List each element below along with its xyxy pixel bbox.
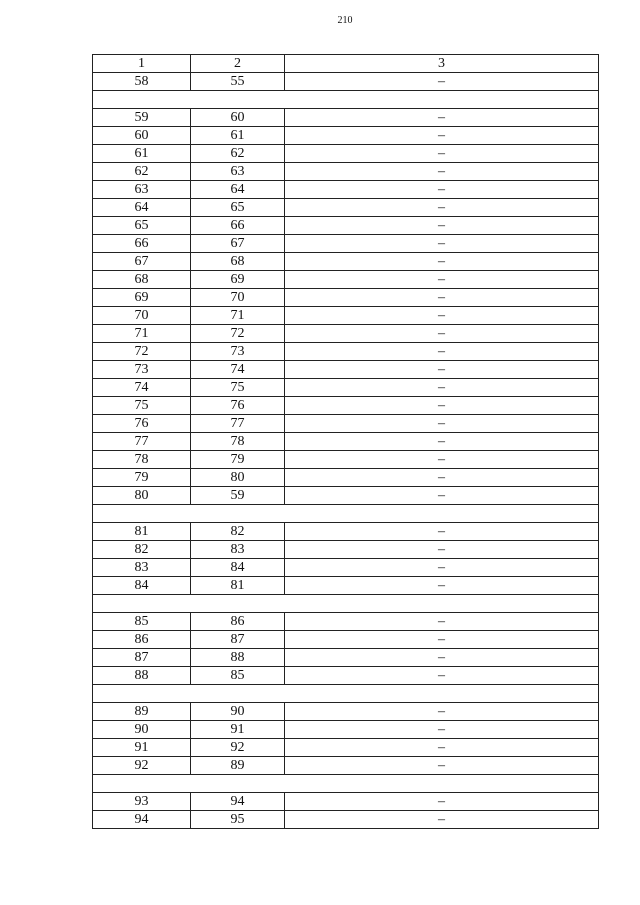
table-cell-col-1: 66 bbox=[93, 235, 191, 253]
table-cell-col-3: – bbox=[285, 199, 599, 217]
table-cell-col-1: 64 bbox=[93, 199, 191, 217]
table-row bbox=[93, 271, 599, 289]
table-cell-col-3: – bbox=[285, 793, 599, 811]
table-cell-col-3: – bbox=[285, 811, 599, 829]
table-cell-col-1: 60 bbox=[93, 127, 191, 145]
table-cell-col-3: – bbox=[285, 379, 599, 397]
table-cell-col-2: 80 bbox=[191, 469, 285, 487]
column-header-2: 2 bbox=[191, 55, 285, 73]
table-cell-col-1: 71 bbox=[93, 325, 191, 343]
table-cell-col-3: – bbox=[285, 163, 599, 181]
table-cell-col-3: – bbox=[285, 361, 599, 379]
table-cell-col-2: 69 bbox=[191, 271, 285, 289]
table-row bbox=[93, 559, 599, 577]
table-row bbox=[93, 433, 599, 451]
table-cell-col-2: 95 bbox=[191, 811, 285, 829]
table-cell-col-3: – bbox=[285, 145, 599, 163]
separator-cell bbox=[93, 685, 599, 703]
table-cell-col-2: 78 bbox=[191, 433, 285, 451]
table-cell-col-3: – bbox=[285, 127, 599, 145]
table-cell-col-2: 73 bbox=[191, 343, 285, 361]
table-cell-col-2: 67 bbox=[191, 235, 285, 253]
table-cell-col-2: 90 bbox=[191, 703, 285, 721]
table-row bbox=[93, 199, 599, 217]
section-separator-row bbox=[93, 775, 599, 793]
table-cell-col-2: 84 bbox=[191, 559, 285, 577]
table-cell-col-1: 83 bbox=[93, 559, 191, 577]
table-cell-col-3: – bbox=[285, 451, 599, 469]
table-cell-col-3: – bbox=[285, 343, 599, 361]
table-row bbox=[93, 253, 599, 271]
table-cell-col-2: 71 bbox=[191, 307, 285, 325]
table-cell-col-3: – bbox=[285, 469, 599, 487]
table-cell-col-1: 86 bbox=[93, 631, 191, 649]
table-row bbox=[93, 703, 599, 721]
table-row bbox=[93, 181, 599, 199]
table-row bbox=[93, 397, 599, 415]
table-cell-col-3: – bbox=[285, 397, 599, 415]
section-separator-row bbox=[93, 505, 599, 523]
table-row bbox=[93, 469, 599, 487]
table-cell-col-1: 92 bbox=[93, 757, 191, 775]
table-cell-col-2: 91 bbox=[191, 721, 285, 739]
table-cell-col-3: – bbox=[285, 559, 599, 577]
section-separator-row bbox=[93, 595, 599, 613]
table-cell-col-3: – bbox=[285, 325, 599, 343]
table-cell-col-3: – bbox=[285, 631, 599, 649]
table-cell-col-1: 72 bbox=[93, 343, 191, 361]
table-cell-col-2: 64 bbox=[191, 181, 285, 199]
table-row bbox=[93, 289, 599, 307]
table-cell-col-2: 59 bbox=[191, 487, 285, 505]
table-cell-col-2: 77 bbox=[191, 415, 285, 433]
table-cell-col-2: 85 bbox=[191, 667, 285, 685]
page-number: 210 bbox=[337, 15, 353, 26]
table-cell-col-1: 67 bbox=[93, 253, 191, 271]
table-row bbox=[93, 127, 599, 145]
table-cell-col-2: 76 bbox=[191, 397, 285, 415]
table-cell-col-3: – bbox=[285, 109, 599, 127]
table-cell-col-2: 74 bbox=[191, 361, 285, 379]
table-row bbox=[93, 667, 599, 685]
table-cell-col-2: 61 bbox=[191, 127, 285, 145]
table-cell-col-3: – bbox=[285, 253, 599, 271]
table-cell-col-3: – bbox=[285, 289, 599, 307]
table-cell-col-3: – bbox=[285, 667, 599, 685]
table-cell-col-1: 70 bbox=[93, 307, 191, 325]
table-cell-col-1: 91 bbox=[93, 739, 191, 757]
table-cell-col-3: – bbox=[285, 541, 599, 559]
table-cell-col-1: 88 bbox=[93, 667, 191, 685]
table-cell-col-3: – bbox=[285, 217, 599, 235]
table-cell-col-1: 81 bbox=[93, 523, 191, 541]
table-row bbox=[93, 739, 599, 757]
table-cell-col-3: – bbox=[285, 181, 599, 199]
table-row bbox=[93, 307, 599, 325]
table-body bbox=[93, 73, 599, 829]
table-cell-col-2: 60 bbox=[191, 109, 285, 127]
table-row bbox=[93, 217, 599, 235]
table-cell-col-2: 86 bbox=[191, 613, 285, 631]
table-row bbox=[93, 613, 599, 631]
table-row bbox=[93, 523, 599, 541]
table-row bbox=[93, 487, 599, 505]
table-cell-col-1: 79 bbox=[93, 469, 191, 487]
table-cell-col-2: 81 bbox=[191, 577, 285, 595]
table-cell-col-1: 94 bbox=[93, 811, 191, 829]
table-row bbox=[93, 757, 599, 775]
table-row bbox=[93, 541, 599, 559]
table-cell-col-2: 75 bbox=[191, 379, 285, 397]
table-row bbox=[93, 631, 599, 649]
table-cell-col-2: 68 bbox=[191, 253, 285, 271]
table-header-row bbox=[93, 55, 599, 73]
table-cell-col-1: 89 bbox=[93, 703, 191, 721]
table-cell-col-2: 92 bbox=[191, 739, 285, 757]
table-cell-col-3: – bbox=[285, 703, 599, 721]
table-cell-col-1: 58 bbox=[93, 73, 191, 91]
table-row bbox=[93, 235, 599, 253]
table-cell-col-1: 76 bbox=[93, 415, 191, 433]
table-row bbox=[93, 361, 599, 379]
table-row bbox=[93, 73, 599, 91]
section-separator-row bbox=[93, 685, 599, 703]
table-row bbox=[93, 793, 599, 811]
table-cell-col-3: – bbox=[285, 235, 599, 253]
table-row bbox=[93, 343, 599, 361]
table-cell-col-1: 69 bbox=[93, 289, 191, 307]
section-separator-row bbox=[93, 91, 599, 109]
table-cell-col-3: – bbox=[285, 649, 599, 667]
table-cell-col-1: 80 bbox=[93, 487, 191, 505]
table-cell-col-3: – bbox=[285, 613, 599, 631]
table-cell-col-2: 72 bbox=[191, 325, 285, 343]
table-cell-col-1: 82 bbox=[93, 541, 191, 559]
separator-cell bbox=[93, 775, 599, 793]
table-row bbox=[93, 451, 599, 469]
table-cell-col-2: 63 bbox=[191, 163, 285, 181]
table-cell-col-1: 93 bbox=[93, 793, 191, 811]
table-cell-col-2: 65 bbox=[191, 199, 285, 217]
table-cell-col-2: 83 bbox=[191, 541, 285, 559]
table-cell-col-1: 75 bbox=[93, 397, 191, 415]
table-cell-col-2: 89 bbox=[191, 757, 285, 775]
column-header-3: 3 bbox=[285, 55, 599, 73]
table-cell-col-3: – bbox=[285, 739, 599, 757]
table-row bbox=[93, 577, 599, 595]
table-cell-col-3: – bbox=[285, 271, 599, 289]
table-cell-col-1: 62 bbox=[93, 163, 191, 181]
table-cell-col-2: 79 bbox=[191, 451, 285, 469]
table-cell-col-2: 62 bbox=[191, 145, 285, 163]
table-cell-col-3: – bbox=[285, 721, 599, 739]
table-cell-col-1: 73 bbox=[93, 361, 191, 379]
table-cell-col-2: 82 bbox=[191, 523, 285, 541]
table-row bbox=[93, 379, 599, 397]
table-cell-col-3: – bbox=[285, 577, 599, 595]
table-cell-col-1: 90 bbox=[93, 721, 191, 739]
table-cell-col-1: 78 bbox=[93, 451, 191, 469]
table-cell-col-2: 70 bbox=[191, 289, 285, 307]
table-cell-col-1: 84 bbox=[93, 577, 191, 595]
table-row bbox=[93, 811, 599, 829]
separator-cell bbox=[93, 91, 599, 109]
table-cell-col-2: 88 bbox=[191, 649, 285, 667]
table-cell-col-3: – bbox=[285, 523, 599, 541]
table-cell-col-2: 66 bbox=[191, 217, 285, 235]
table-row bbox=[93, 325, 599, 343]
table-cell-col-2: 87 bbox=[191, 631, 285, 649]
table-cell-col-1: 77 bbox=[93, 433, 191, 451]
table-row bbox=[93, 415, 599, 433]
table-row bbox=[93, 109, 599, 127]
table-cell-col-1: 87 bbox=[93, 649, 191, 667]
column-header-1: 1 bbox=[93, 55, 191, 73]
table-cell-col-1: 85 bbox=[93, 613, 191, 631]
table-cell-col-1: 74 bbox=[93, 379, 191, 397]
table-cell-col-3: – bbox=[285, 73, 599, 91]
table-cell-col-1: 65 bbox=[93, 217, 191, 235]
separator-cell bbox=[93, 505, 599, 523]
table-row bbox=[93, 721, 599, 739]
table-cell-col-3: – bbox=[285, 757, 599, 775]
table-cell-col-3: – bbox=[285, 415, 599, 433]
table-cell-col-2: 55 bbox=[191, 73, 285, 91]
table-cell-col-1: 59 bbox=[93, 109, 191, 127]
table-row bbox=[93, 649, 599, 667]
table-cell-col-1: 63 bbox=[93, 181, 191, 199]
table-cell-col-1: 68 bbox=[93, 271, 191, 289]
table-cell-col-2: 94 bbox=[191, 793, 285, 811]
table-cell-col-3: – bbox=[285, 307, 599, 325]
separator-cell bbox=[93, 595, 599, 613]
table-cell-col-1: 61 bbox=[93, 145, 191, 163]
table-cell-col-3: – bbox=[285, 433, 599, 451]
table-row bbox=[93, 145, 599, 163]
table-row bbox=[93, 163, 599, 181]
data-table bbox=[92, 54, 599, 829]
table-cell-col-3: – bbox=[285, 487, 599, 505]
